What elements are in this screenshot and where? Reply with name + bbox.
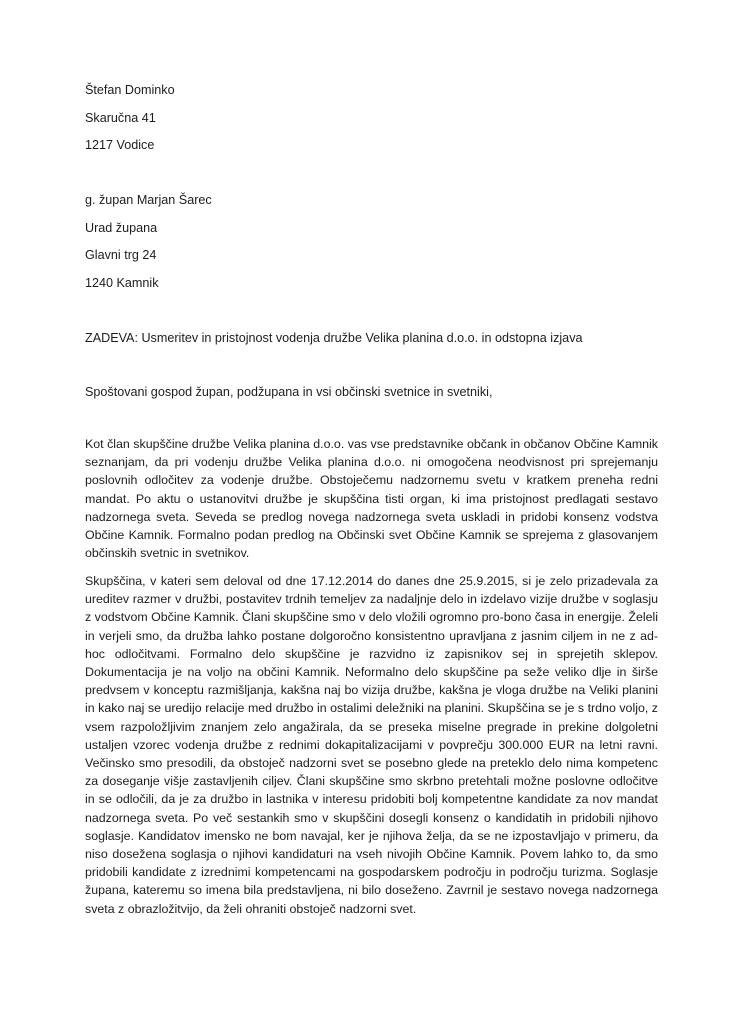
- sender-city: 1217 Vodice: [85, 138, 155, 152]
- recipient-city: 1240 Kamnik: [85, 276, 159, 290]
- subject-line: ZADEVA: Usmeritev in pristojnost vodenja družbe Velika planina d.o.o. in odstopna izjava: [85, 331, 583, 345]
- recipient-office: Urad župana: [85, 221, 158, 235]
- body-paragraph-2: Skupščina, v kateri sem deloval od dne 17.12.2014 do danes dne 25.9.2015, si je zelo prizadevala za ureditev razmer v družbi, postavitev trdnih temeljev za nadaljnje delo in izdelavo vizije družbe v soglasju z vodstvom Občine Kamnik. Člani skupščine smo v delo vložili ogromno pro-bono časa in energije. Želeli in verjeli smo, da družba lahko postane dolgoročno konsistentno upravljana z jasnim ciljem in ne z ad-hoc odločitvami. Formalno delo skupščine je razvidno iz zapisnikov sej in sprejetih sklepov. Dokumentacija je na voljo na občini Kamnik. Neformalno delo skupščine pa seže veliko dlje in širše predvsem v konceptu razmišljanja, kakšna naj bo vizija družbe, kakšna je vloga družbe na Veliki planini in kako naj se uredijo relacije med družbo in ostalimi deležniki na planini. Skupščina se je s trdno voljo, z vsem razpoložljivim znanjem zelo angažirala, da se preseka miselne pregrade in prekine dolgoletni ustaljen vzorec vodenja družbe z rednimi dokapitalizacijami v povprečju 300.000 EUR na letni ravni. Večinsko smo presodili, da obstoječ nadzorni svet se posebno glede na preteklo delo nima kompetenc za doseganje višje zastavljenih ciljev. Člani skupščine smo skrbno pretehtali možne poslovne odločitve in se odločili, da je za družbo in lastnika v interesu pridobiti bolj kompetentne kandidate za nov mandat nadzornega sveta. Po več sestankih smo v skupščini dosegli konsenz o kandidatih in pridobili njihovo soglasje. Kandidatov imensko ne bom navajal, ker je njihova želja, da se ne izpostavljajo v primeru, da niso dosežena soglasja o njihovi kandidaturi na vseh nivojih Občine Kamnik. Povem lahko to, da smo pridobili kandidate z izrednimi kompetencami na gospodarskem področju in področju turizma. Soglasje župana, kateremu so imena bila predstavljena, ni bilo doseženo. Zavrnil je sestavo novega nadzornega sveta z obrazložitvijo, da želi ohraniti obstoječ nadzorni svet.: [85, 574, 658, 916]
- body-paragraph-1: Kot član skupščine družbe Velika planina d.o.o. vas vse predstavnike občank in občanov Občine Kamnik seznanjam, da pri vodenju družbe Velika planina d.o.o. ni omogočena neodvisnost pri sprejemanju poslovnih odločitev za vodenje družbe. Obstoječemu nadzornemu svetu v kratkem preneha redni mandat. Po aktu o ustanovitvi družbe je skupščina tisti organ, ki ima pristojnost predlagati sestavo nadzornega sveta. Seveda se predlog novega nadzornega sveta uskladi in pridobi konsenz vodstva Občine Kamnik. Formalno podan predlog na Občinski svet Občine Kamnik se sprejema z glasovanjem občinskih svetnic in svetnikov.: [85, 437, 658, 561]
- recipient-street: Glavni trg 24: [85, 248, 157, 262]
- salutation: Spoštovani gospod župan, podžupana in vsi občinski svetnice in svetniki,: [85, 385, 493, 399]
- recipient-name: g. župan Marjan Šarec: [85, 193, 212, 207]
- sender-name: Štefan Dominko: [85, 83, 175, 97]
- sender-street: Skaručna 41: [85, 111, 156, 125]
